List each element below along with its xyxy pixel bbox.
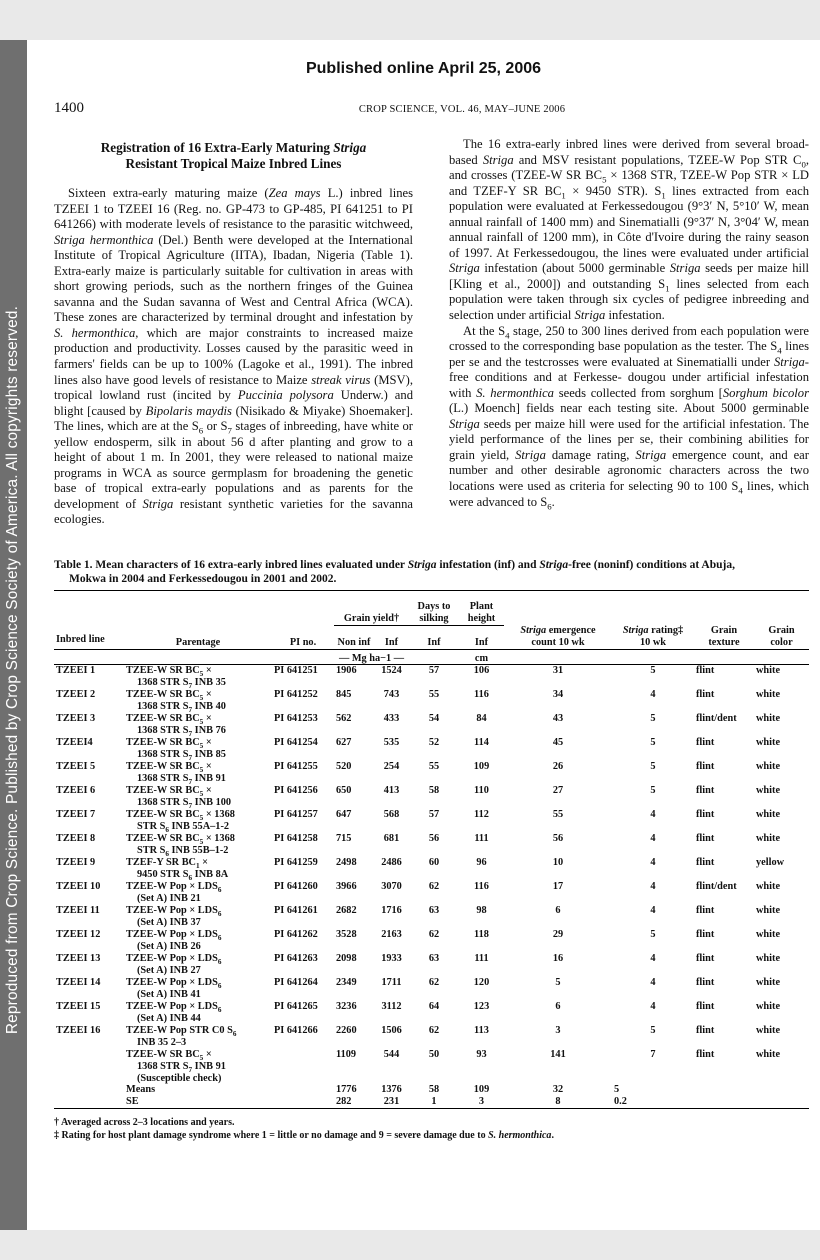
inf-cell: 254 (383, 761, 400, 773)
emergence-cell: 56 (552, 833, 564, 845)
inf-header: Inf (384, 636, 399, 648)
table-body (54, 649, 809, 1108)
days-cell: 64 (428, 1001, 440, 1013)
means-label: Means (126, 1084, 156, 1096)
table-row (54, 833, 809, 857)
inf-cell: 3070 (381, 881, 402, 893)
inbred-line-cell: TZEEI 7 (56, 809, 96, 821)
table-row (54, 953, 809, 977)
inf-cell: 1711 (381, 977, 402, 989)
days-cell: 1 (431, 1096, 437, 1108)
pi-no-header: PI no. (289, 636, 317, 648)
color-header-l1: Grain (768, 625, 795, 637)
emergence-cell: 45 (552, 737, 564, 749)
height-inf-header: Inf (474, 636, 489, 648)
table-row (54, 929, 809, 953)
texture-cell: flint (696, 737, 715, 749)
texture-cell: flint/dent (696, 881, 737, 893)
color-cell: white (756, 905, 781, 917)
texture-cell: flint (696, 953, 715, 965)
published-online-line: Published online April 25, 2006 (305, 60, 542, 77)
texture-header-l2: texture (708, 636, 740, 648)
emergence-cell: 16 (552, 953, 564, 965)
table-caption-line-2: Mokwa in 2004 and Ferkessedougou in 2001 and 2002. (69, 573, 337, 585)
table-caption (54, 558, 814, 586)
noninf-cell: 3966 (336, 881, 357, 893)
pi-cell: PI 641254 (274, 737, 318, 749)
body-paragraph: At the $S_4$ stage, 250 to 300 lines derived from each population were crossed to the corresponding base population as the tester. The $S_4$ lines per se and the testcrosses were evaluated at Sinematialli under Striga-free conditions and at Ferkesse- dougou under artificial infestation with S. hermonthica seeds collected from sorghum [Sorghum bicolor (L.) Moench] fields near each testing site. About 5000 germinable Striga seeds per maize hill were used for the artificial infestation. The yield performance of the lines per se, their combining abilities for grain yield, Striga damage rating, Striga emergence count, and ear number and other desirable agronomic characters across the two locations were used as criteria for selecting 90 to 100 $S_4$ lines, which were advanced to $S_6$. (449, 323, 809, 512)
inf-cell: 433 (383, 713, 400, 725)
height-cell: 110 (474, 785, 489, 797)
texture-cell: flint (696, 689, 715, 701)
height-cell: 3 (478, 1096, 485, 1108)
height-cell: 106 (473, 665, 490, 677)
plant-header-l2: height (467, 613, 496, 624)
days-cell: 58 (428, 1084, 440, 1096)
article-title (54, 140, 413, 172)
inbred-line-cell: TZEEI 1 (56, 665, 96, 677)
pi-cell: PI 641262 (274, 929, 318, 941)
parentage-cell: TZEE-W Pop × $LDS_6$ (Set A) INB 26 (126, 929, 222, 953)
table-row (54, 785, 809, 809)
inbred-line-cell: TZEEI 8 (56, 833, 96, 845)
days-cell: 63 (428, 953, 440, 965)
days-cell: 56 (428, 833, 440, 845)
height-cell: 98 (476, 905, 487, 917)
rating-cell: 5 (650, 785, 656, 797)
texture-cell: flint (696, 665, 715, 677)
color-header-l2: color (770, 636, 793, 648)
noninf-cell: 562 (336, 713, 352, 725)
pi-cell (272, 1096, 334, 1108)
color-cell (754, 1096, 809, 1108)
title-line-2: Resistant Tropical Maize Inbred Lines (125, 156, 342, 171)
texture-cell (694, 1096, 754, 1108)
height-cell: 113 (474, 1025, 489, 1037)
rating-cell: 4 (650, 905, 656, 917)
texture-header-l1: Grain (710, 625, 738, 637)
noninf-cell: 845 (336, 689, 352, 701)
emergence-cell: 31 (552, 665, 564, 677)
inf-cell: 1506 (381, 1025, 402, 1037)
table-row (54, 905, 809, 929)
inbred-line-cell: TZEEI 13 (56, 953, 101, 965)
pi-cell: PI 641255 (274, 761, 318, 773)
body-paragraph: The 16 extra-early inbred lines were derived from several broad-based Striga and MSV resistant populations, TZEE-W Pop STR $C_0$, and crosses (TZEE-W SR $BC_5 \times 1368$ STR, TZEE-W Pop STR × LD and TZEF-Y SR $BC_1 \times 9450$ STR). $S_1$ lines extracted from each population were evaluated at Ferkessedougou (9°3′ N, 5°10′ W, mean annual rainfall of 1400 mm) and Sinematialli (9°37′ N, 3°04′ W, mean annual rainfall of 1200 mm), in Côte d'Ivoire during the rainy season of 1997. At Ferkessedougou, the lines were evaluated under artificial Striga infestation (about 5000 germinable Striga seeds per maize hill [Kling et al., 2000]) and outstanding $S_1$ lines selected from each population were taken through six cycles of pedigree inbreeding and selection under artificial Striga infestation. (449, 137, 810, 323)
height-cell: 109 (473, 761, 490, 773)
emergence-cell: 3 (555, 1025, 561, 1037)
color-cell: white (756, 881, 781, 893)
texture-cell: flint (696, 929, 715, 941)
rating-cell: 0.2 (614, 1096, 627, 1108)
inf-cell: 413 (383, 785, 400, 797)
texture-cell: flint (696, 833, 715, 845)
parentage-cell: TZEE-W SR $BC_5$ × 1368 STR $S_7$ INB 76 (126, 713, 226, 739)
height-cell: 96 (476, 857, 487, 869)
table-row (54, 737, 809, 761)
pi-cell: PI 641257 (274, 809, 318, 821)
table-row (54, 881, 809, 905)
inbred-line-cell (54, 1049, 124, 1084)
days-cell: 54 (428, 713, 440, 725)
grain-yield-header: Grain yield† (334, 591, 409, 626)
table-row (54, 689, 809, 713)
inbred-line-cell: TZEEI 14 (56, 977, 101, 989)
pi-cell: PI 641258 (274, 833, 318, 845)
days-cell: 55 (428, 689, 440, 701)
inf-cell: 1933 (381, 953, 402, 965)
page-number: 1400 (54, 100, 84, 116)
inf-cell: 3112 (381, 1001, 402, 1013)
noninf-cell: 1776 (336, 1084, 357, 1096)
texture-cell: flint (696, 809, 715, 821)
emergence-cell: 5 (555, 977, 561, 989)
pi-cell: PI 641260 (274, 881, 318, 893)
texture-cell: flint (696, 1001, 715, 1013)
days-cell: 57 (428, 809, 440, 821)
rating-cell: 4 (650, 881, 656, 893)
height-cell: 116 (474, 689, 489, 701)
emergence-cell: 55 (552, 809, 564, 821)
color-cell: white (756, 1001, 781, 1013)
days-silking-header (409, 591, 459, 626)
parentage-cell: TZEE-W Pop × $LDS_6$ (Set A) INB 41 (126, 977, 222, 1001)
emergence-cell: 17 (552, 881, 564, 893)
color-cell: white (756, 761, 781, 773)
rating-cell: 5 (650, 761, 656, 773)
parentage-cell: TZEE-W SR $BC_5$ × 1368 STR $S_7$ INB 85 (126, 737, 226, 763)
footnote-2: ‡ Rating for host plant damage syndrome where 1 = little or no damage and 9 = severe damage due to S. hermonthica. (54, 1130, 554, 1141)
left-column (54, 140, 413, 528)
noninf-cell: 2498 (336, 857, 357, 869)
pi-cell: PI 641265 (274, 1001, 318, 1013)
table-row (54, 1025, 809, 1049)
days-header-l2: silking (419, 613, 449, 624)
texture-cell: flint (696, 1049, 715, 1061)
parentage-cell: TZEE-W Pop STR C0 $S_6$ INB 35 2–3 (126, 1025, 237, 1049)
rating-cell: 5 (650, 1025, 656, 1037)
emergence-header-l1: Striga emergence (520, 625, 596, 637)
texture-cell: flint (696, 857, 715, 869)
means-row (54, 1084, 809, 1096)
article-page (27, 40, 820, 1230)
table-caption-line-1: Table 1. Mean characters of 16 extra-early inbred lines evaluated under Striga infestation (inf) and Striga-free (noninf) conditions at Abuja, (54, 559, 735, 571)
emergence-cell: 43 (552, 713, 564, 725)
inf-cell: 1524 (381, 665, 402, 677)
texture-cell: flint (696, 1025, 715, 1037)
height-cell: 111 (474, 953, 489, 965)
table-row (54, 713, 809, 737)
days-cell: 58 (428, 785, 440, 797)
days-cell: 60 (428, 857, 440, 869)
height-cell: 84 (476, 713, 487, 725)
inbred-line-cell (54, 1084, 124, 1096)
emergence-cell: 32 (552, 1084, 564, 1096)
height-cell: 120 (473, 977, 490, 989)
yield-unit: — Mg ha−1 — (338, 652, 405, 664)
table-row (54, 1001, 809, 1025)
rating-cell: 4 (650, 953, 656, 965)
days-cell: 62 (428, 977, 440, 989)
pi-cell: PI 641252 (274, 689, 318, 701)
pi-cell: PI 641256 (274, 785, 318, 797)
inbred-line-cell: TZEEI 9 (56, 857, 96, 869)
inbred-line-cell: TZEEI 15 (56, 1001, 101, 1013)
rating-cell: 4 (650, 857, 656, 869)
color-cell: white (756, 689, 781, 701)
inf-cell: 1376 (381, 1084, 402, 1096)
se-label: SE (126, 1096, 139, 1108)
parentage-header: Parentage (175, 636, 221, 648)
pi-cell: PI 641263 (274, 953, 318, 965)
emergence-cell: 29 (552, 929, 564, 941)
noninf-cell: 2682 (336, 905, 357, 917)
days-inf-header: Inf (427, 636, 441, 648)
pi-cell (272, 1084, 334, 1096)
noninf-cell: 1906 (336, 665, 357, 677)
height-cell: 116 (474, 881, 489, 893)
table-row (54, 977, 809, 1001)
rating-cell: 5 (650, 713, 656, 725)
table-row (54, 761, 809, 785)
plant-height-header (459, 591, 504, 626)
days-header-l1: Days to (417, 601, 451, 613)
parentage-cell: TZEE-W SR $BC_5 \times 1368$ STR $S_6$ INB 55A–1-2 (126, 809, 235, 835)
inbred-line-cell: TZEEI 6 (56, 785, 96, 797)
texture-cell: flint (696, 785, 715, 797)
inf-cell: 743 (383, 689, 400, 701)
color-cell: white (756, 1049, 781, 1061)
days-cell: 62 (428, 929, 440, 941)
parentage-cell: TZEE-W SR $BC_5$ × 1368 STR $S_7$ INB 91 (Susceptible check) (126, 1049, 226, 1084)
pi-cell: PI 641259 (274, 857, 318, 869)
color-cell: white (756, 929, 781, 941)
color-cell: white (756, 809, 781, 821)
parentage-cell: TZEE-W Pop × $LDS_6$ (Set A) INB 21 (126, 881, 222, 905)
inf-cell: 535 (383, 737, 400, 749)
inf-cell: 568 (383, 809, 400, 821)
noninf-cell: 647 (336, 809, 352, 821)
inbred-line-cell: TZEEI 16 (56, 1025, 101, 1037)
height-unit: cm (474, 652, 489, 664)
noninf-cell: 3528 (336, 929, 357, 941)
parentage-cell: TZEE-W SR $BC_5 \times 1368$ STR $S_6$ INB 55B–1-2 (126, 833, 235, 859)
texture-cell: flint (696, 761, 715, 773)
inbred-line-cell: TZEEI4 (56, 737, 93, 749)
table-footnotes (54, 1116, 554, 1142)
emergence-cell: 6 (555, 1001, 561, 1013)
inbred-line-cell: TZEEI 2 (56, 689, 96, 701)
emergence-header-l2: count 10 wk (531, 636, 585, 648)
rating-header-l1: Striga rating‡ (622, 625, 684, 637)
parentage-cell: TZEE-W Pop × $LDS_6$ (Set A) INB 44 (126, 1001, 222, 1025)
rating-cell: 5 (614, 1084, 620, 1096)
height-cell: 111 (474, 833, 489, 845)
height-cell: 123 (473, 1001, 490, 1013)
rating-cell: 4 (650, 977, 656, 989)
noninf-cell: 1109 (336, 1049, 357, 1061)
color-cell: white (756, 665, 781, 677)
parentage-cell: TZEE-W SR $BC_5$ × 1368 STR $S_7$ INB 40 (126, 689, 226, 715)
color-cell: white (756, 977, 781, 989)
table-row (54, 809, 809, 833)
rating-cell: 5 (650, 665, 656, 677)
non-inf-header: Non inf (337, 636, 371, 648)
title-line-1: Registration of 16 Extra-Early Maturing Striga (100, 140, 367, 155)
inf-cell: 231 (383, 1096, 400, 1108)
footnote-1: † Averaged across 2–3 locations and years. (54, 1117, 235, 1128)
journal-running-head: CROP SCIENCE, VOL. 46, MAY–JUNE 2006 (358, 104, 566, 115)
noninf-cell: 715 (336, 833, 352, 845)
inf-cell: 1716 (381, 905, 402, 917)
color-cell: white (756, 737, 781, 749)
emergence-cell: 26 (552, 761, 564, 773)
inf-cell: 544 (383, 1049, 400, 1061)
emergence-cell: 8 (555, 1096, 561, 1108)
days-cell: 62 (428, 881, 440, 893)
pi-cell: PI 641251 (274, 665, 318, 677)
rating-cell: 5 (650, 929, 656, 941)
days-cell: 55 (428, 761, 440, 773)
color-cell: white (756, 785, 781, 797)
plant-header-l1: Plant (469, 601, 494, 613)
texture-header (694, 625, 754, 649)
noninf-cell: 282 (336, 1096, 352, 1108)
days-cell: 57 (428, 665, 440, 677)
parentage-cell: TZEE-W SR $BC_5$ × 1368 STR $S_7$ INB 100 (126, 785, 232, 811)
pi-cell: PI 641264 (274, 977, 318, 989)
noninf-cell: 3236 (336, 1001, 357, 1013)
parentage-cell: TZEE-W Pop × $LDS_6$ (Set A) INB 37 (126, 905, 222, 929)
color-cell: yellow (756, 857, 785, 869)
height-cell: 118 (474, 929, 489, 941)
rating-cell: 7 (650, 1049, 656, 1061)
inf-cell: 2486 (381, 857, 402, 869)
check-row (54, 1049, 809, 1084)
emergence-cell: 141 (550, 1049, 566, 1061)
color-cell: white (756, 833, 781, 845)
inf-cell: 2163 (381, 929, 402, 941)
color-cell (754, 1084, 809, 1096)
texture-cell: flint (696, 905, 715, 917)
rating-cell: 5 (650, 737, 656, 749)
color-header (754, 625, 809, 649)
days-cell: 50 (428, 1049, 440, 1061)
noninf-cell: 520 (336, 761, 352, 773)
inbred-line-cell: TZEEI 3 (56, 713, 96, 725)
rating-cell: 4 (650, 689, 656, 701)
noninf-cell: 627 (336, 737, 352, 749)
rating-header (612, 625, 694, 649)
emergence-header (504, 625, 612, 649)
inbred-line-cell (54, 1096, 124, 1108)
body-paragraph: Sixteen extra-early maturing maize (Zea mays L.) inbred lines TZEEI 1 to TZEEI 16 (Reg. no. GP-473 to GP-485, PI 641251 to PI 641266) with moderate levels of resistance to the parasitic witchweed, Striga hermonthica (Del.) Benth were developed at the International Institute of Tropical Agriculture (IITA), Ibadan, Nigeria (Table 1). Extra-early maize is particularly suitable for cultivation in areas with short growing periods, such as the northern fringes of the Guinea savanna and the Sudan savanna of West and Central Africa (WCA). These zones are characterized by terminal drought and infestation by S. hermonthica, which are major constraints to increased maize production and productivity. Losses caused by the parasitic weed in farmers' fields can be up to 100% (Lagoke et al., 1991). The inbred lines also have good levels of resistance to Maize streak virus (MSV), tropical lowland rust (incited by Puccinia polysora Underw.) and blight [caused by Bipolaris maydis (Nisikado & Miyake) Shoemaker]. The lines, which are at the $S_6$ or $S_7$ stages of inbreeding, have white or yellow endosperm, silk in about 56 d after planting and grow to a height of about 1 m. In 2001, they were released to national maize programs in WCA as source germplasm for broadening the genetic base of tropical extra-early populations and as parents for the development of Striga resistant synthetic varieties for the savanna ecologies. (54, 186, 413, 527)
noninf-cell: 2260 (336, 1025, 357, 1037)
parentage-cell: TZEE-W Pop × $LDS_6$ (Set A) INB 27 (126, 953, 222, 977)
units-row (54, 649, 809, 665)
texture-cell: flint/dent (696, 713, 737, 725)
days-cell: 63 (428, 905, 440, 917)
emergence-cell: 6 (555, 905, 561, 917)
texture-cell (694, 1084, 754, 1096)
inbred-line-cell: TZEEI 11 (56, 905, 100, 917)
pi-cell: PI 641253 (274, 713, 318, 725)
right-column (449, 137, 809, 510)
rating-cell: 4 (650, 1001, 656, 1013)
parentage-cell: TZEF-Y SR $BC_1$ × 9450 STR $S_6$ INB 8A (126, 857, 229, 883)
pi-cell (272, 1049, 334, 1084)
inbred-line-header: Inbred line (56, 633, 105, 645)
height-cell: 112 (474, 809, 489, 821)
days-cell: 52 (428, 737, 440, 749)
noninf-cell: 2098 (336, 953, 357, 965)
height-cell: 114 (474, 737, 489, 749)
color-cell: white (756, 953, 781, 965)
pi-cell: PI 641266 (274, 1025, 318, 1037)
noninf-cell: 650 (336, 785, 352, 797)
color-cell: white (756, 713, 781, 725)
emergence-cell: 27 (552, 785, 564, 797)
rating-header-l2: 10 wk (639, 636, 667, 648)
se-row (54, 1096, 809, 1108)
inbred-line-cell: TZEEI 10 (56, 881, 101, 893)
table-header-row-1 (54, 591, 809, 626)
emergence-cell: 34 (552, 689, 564, 701)
days-cell: 62 (428, 1025, 440, 1037)
noninf-cell: 2349 (336, 977, 357, 989)
color-cell: white (756, 1025, 781, 1037)
table-row (54, 857, 809, 881)
rating-cell: 4 (650, 833, 656, 845)
emergence-cell: 10 (552, 857, 564, 869)
table-row (54, 665, 809, 690)
data-table (54, 590, 809, 1109)
rating-cell: 4 (650, 809, 656, 821)
pi-cell: PI 641261 (274, 905, 318, 917)
inbred-line-cell: TZEEI 12 (56, 929, 101, 941)
inbred-line-cell: TZEEI 5 (56, 761, 96, 773)
texture-cell: flint (696, 977, 715, 989)
copyright-text: Reproduced from Crop Science. Published by Crop Science Society of America. All copyrights reserved. (4, 305, 21, 1035)
height-cell: 93 (476, 1049, 487, 1061)
copyright-sidebar (0, 40, 27, 1230)
parentage-cell: TZEE-W SR $BC_5$ × 1368 STR $S_7$ INB 91 (126, 761, 226, 787)
height-cell: 109 (473, 1084, 490, 1096)
inf-cell: 681 (383, 833, 400, 845)
parentage-cell: TZEE-W SR $BC_5$ × 1368 STR $S_7$ INB 35 (126, 665, 226, 691)
table-header-row-2 (54, 625, 809, 649)
